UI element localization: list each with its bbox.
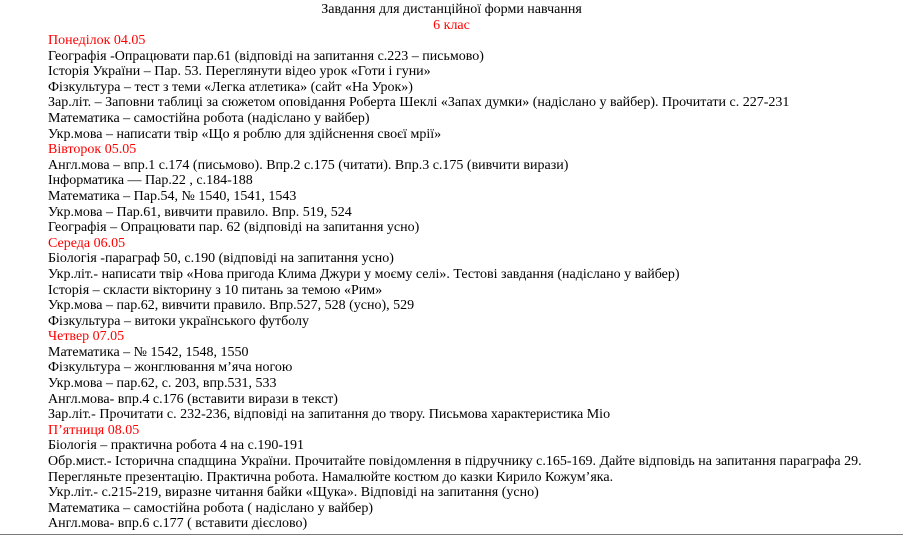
task-line: Фізкультура – жонглювання м’яча ногою (48, 360, 293, 376)
task-line: Інформатика — Пар.22 , с.184-188 (48, 173, 253, 189)
task-line: Математика – Пар.54, № 1540, 1541, 1543 (48, 188, 297, 204)
task-line: Укр.літ.- с.215-219, виразне читання байки «Щука». Відповіді на запитання (усно) (48, 485, 539, 501)
day-heading-tuesday: Вівторок 05.05 (48, 142, 137, 158)
document-title: Завдання для дистанційної форми навчання (321, 2, 582, 17)
task-line: Зар.літ.- Прочитати с. 232-236, відповіді на запитання до твору. Письмова характеристика Міо (48, 407, 611, 423)
task-line: Фізкультура – тест з теми «Легка атлетика» (сайт «На Урок») (48, 79, 413, 95)
task-line: Математика – самостійна робота ( надіслано у вайбер) (48, 500, 374, 516)
task-line: Математика – № 1542, 1548, 1550 (48, 344, 249, 360)
task-line: Біологія -параграф 50, с.190 (відповіді на запитання усно) (48, 251, 394, 267)
document-header (0, 0, 903, 34)
task-line: Географія -Опрацювати пар.61 (відповіді на запитання с.223 – письмово) (48, 48, 484, 64)
task-line: Історія – скласти вікторину з 10 питань за темою «Рим» (48, 282, 383, 298)
task-line: Англ.мова- впр.6 с.177 ( вставити дієслово) (48, 516, 308, 532)
task-line: Географія – Опрацювати пар. 62 (відповіді на запитання усно) (48, 220, 420, 236)
task-line: Історія України – Пар. 53. Переглянути відео урок «Готи і гуни» (48, 64, 431, 80)
day-heading-friday: П’ятниця 08.05 (48, 422, 140, 438)
schedule-content (48, 33, 898, 532)
day-heading-monday: Понеділок 04.05 (48, 33, 146, 48)
day-heading-wednesday: Середа 06.05 (48, 235, 126, 251)
task-line: Укр.мова – написати твір «Що я роблю для здійснення своєї мрії» (48, 126, 442, 142)
task-line: Укр.мова – Пар.61, вивчити правило. Впр. 519, 524 (48, 204, 352, 220)
task-line: Зар.літ. – Заповни таблиці за сюжетом оповідання Роберта Шеклі «Запах думки» (надіслано у вайбер). Прочитати с. 227-231 (48, 95, 790, 111)
page-divider (0, 534, 903, 535)
task-line: Англ.мова – впр.1 с.174 (письмово). Впр.2 с.175 (читати). Впр.3 с.175 (вивчити вирази) (48, 157, 569, 173)
task-line: Англ.мова- впр.4 с.176 (вставити вирази в текст) (48, 391, 338, 407)
day-heading-thursday: Четвер 07.05 (48, 329, 125, 345)
task-line: Перегляньте презентацію. Практична робота. Намалюйте костюм до казки Кирило Кожум’яка. (48, 469, 614, 485)
task-line: Біологія – практична робота 4 на с.190-191 (48, 438, 305, 454)
task-line: Обр.мист.- Історична спадщина України. Прочитайте повідомлення в підручнику с.165-169. Дайте відповідь на запитання параграфа 29. (48, 454, 862, 470)
task-line: Укр.мова – пар.62, с. 203, впр.531, 533 (48, 376, 277, 392)
task-line: Укр.літ.- написати твір «Нова пригода Клима Джури у моєму селі». Тестові завдання (надіслано у вайбер) (48, 266, 680, 282)
task-line: Математика – самостійна робота (надіслано у вайбер) (48, 110, 370, 126)
task-line: Укр.мова – пар.62, вивчити правило. Впр.527, 528 (усно), 529 (48, 298, 415, 314)
class-label: 6 клас (433, 18, 470, 33)
task-line: Фізкультура – витоки українського футболу (48, 313, 310, 329)
